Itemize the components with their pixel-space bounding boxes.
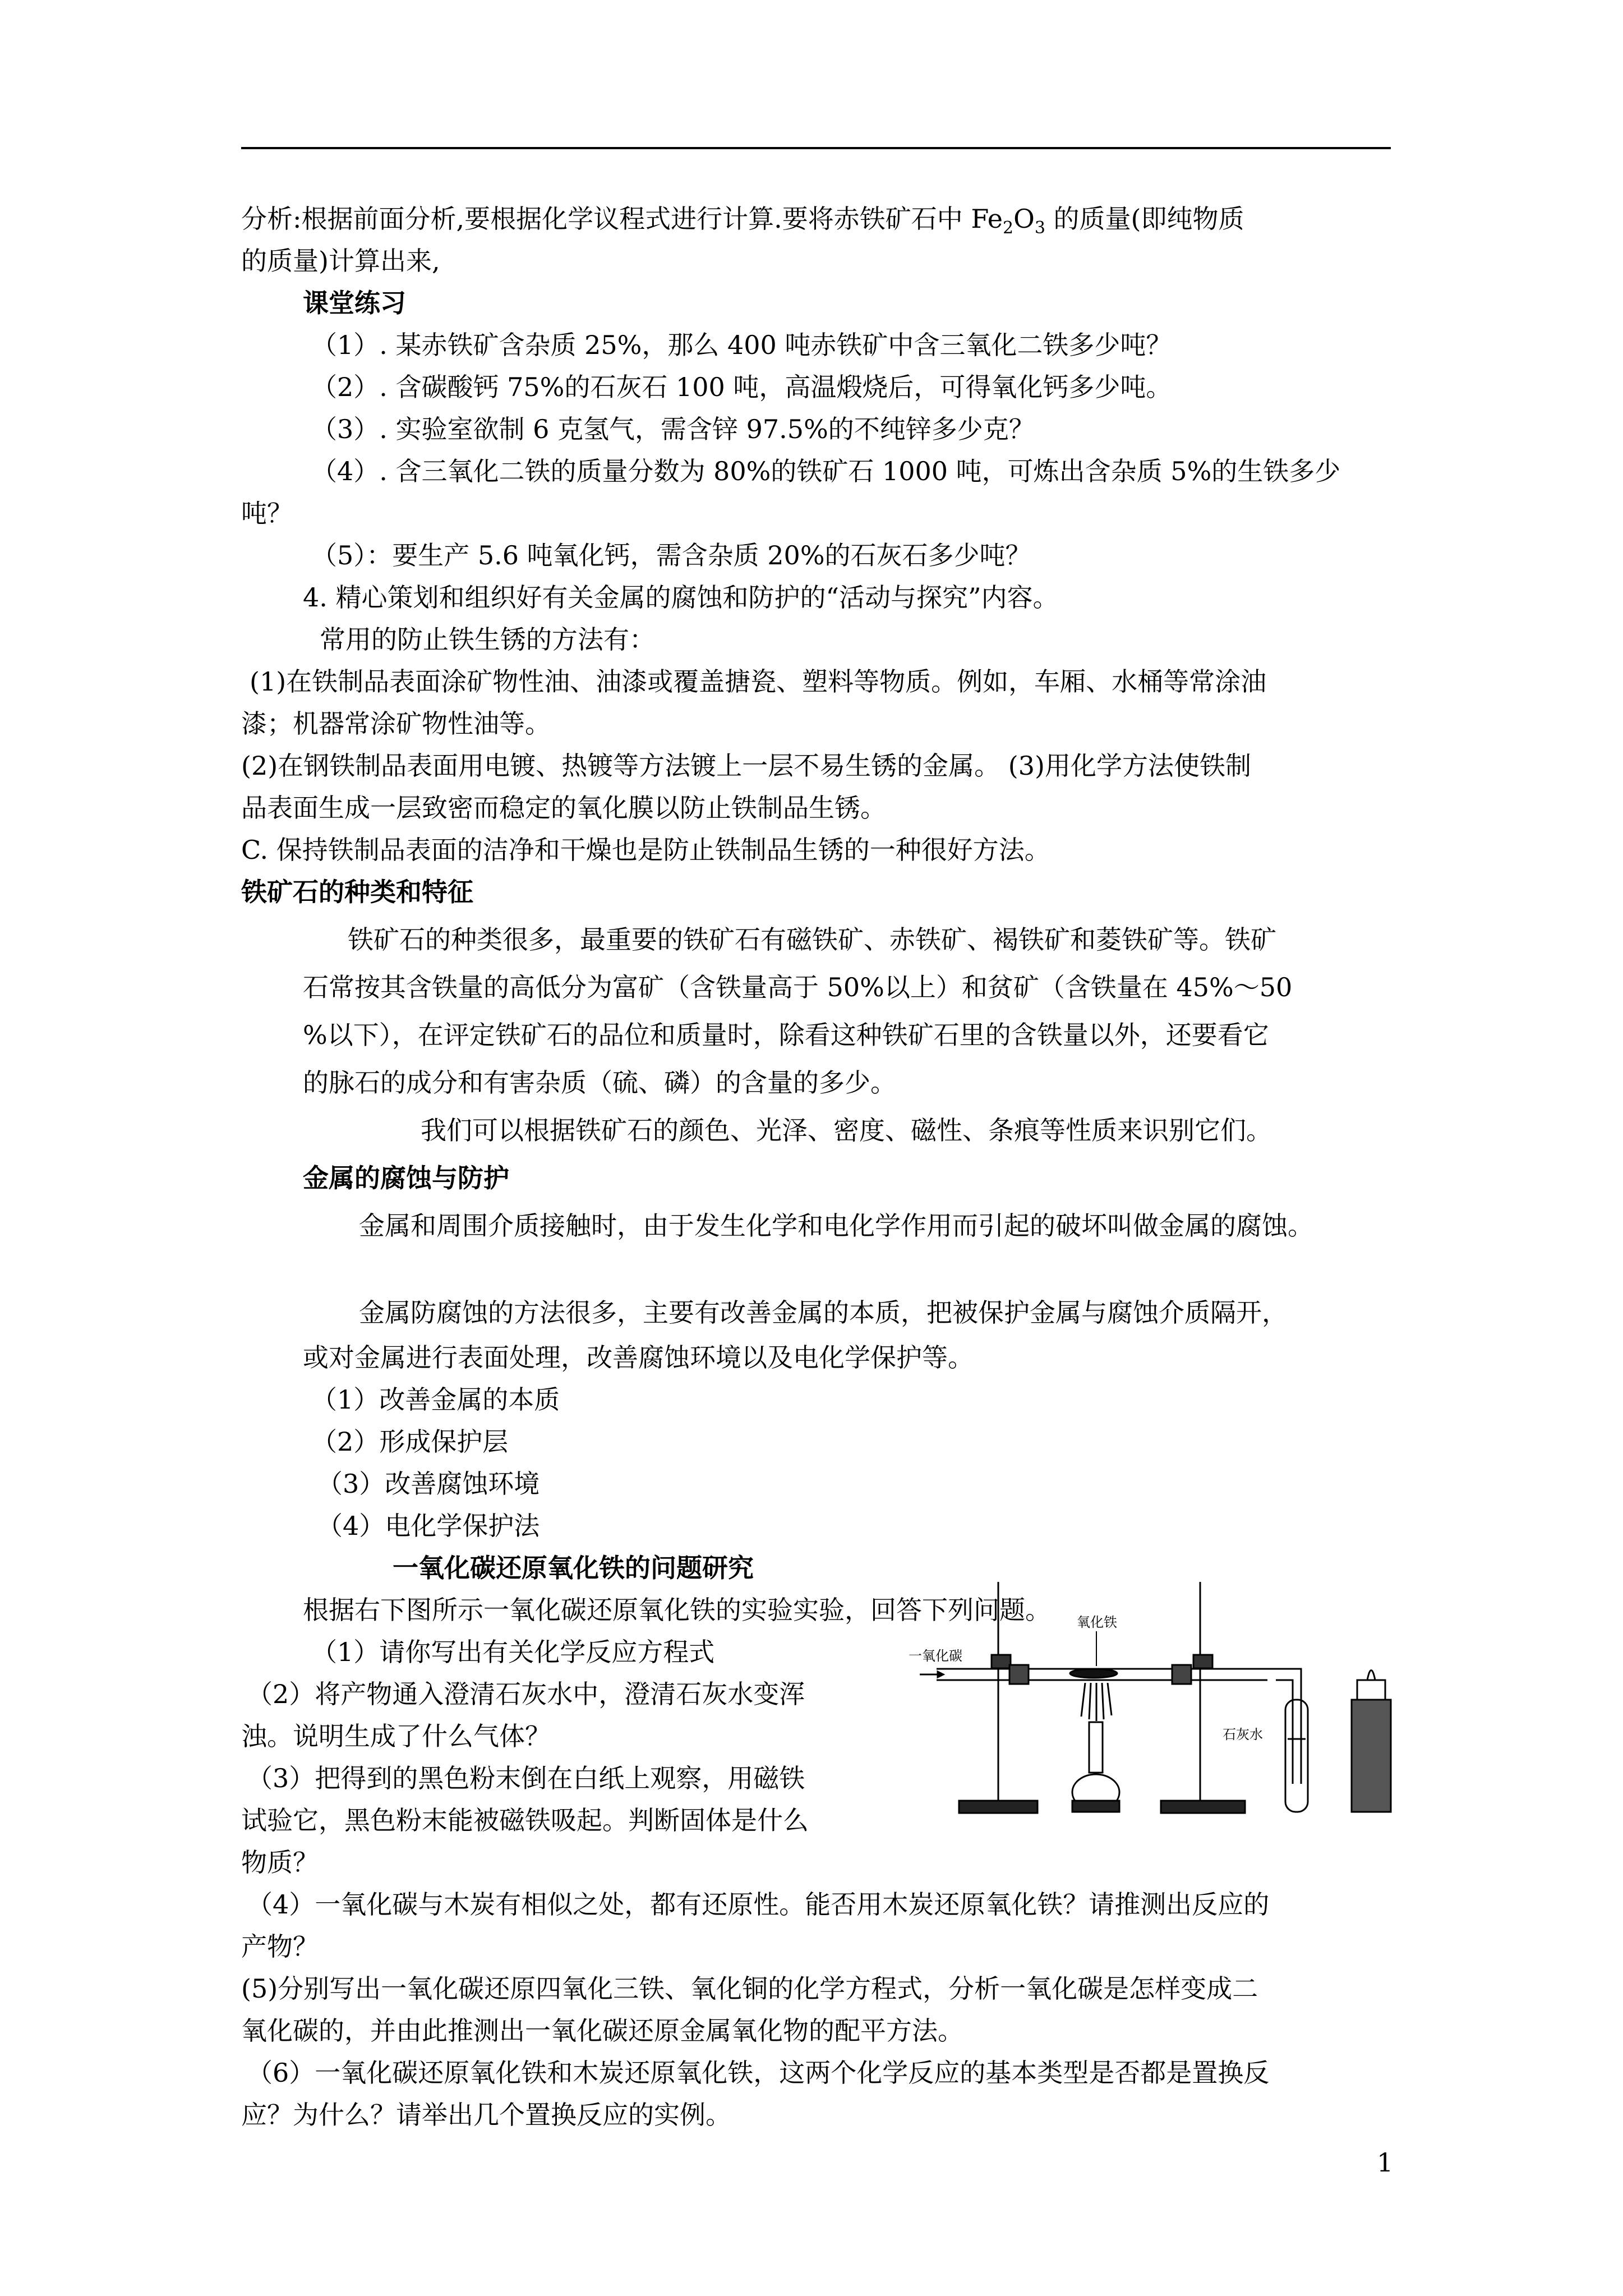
co-q2-line-2: 浊。说明生成了什么气体？ bbox=[241, 1721, 551, 1751]
lamp-top bbox=[1357, 1680, 1385, 1700]
ore-identify: 我们可以根据铁矿石的颜色、光泽、密度、磁性、条痕等性质来识别它们。 bbox=[421, 1115, 1272, 1145]
alcohol-lamp bbox=[1352, 1700, 1391, 1812]
label-fe2o3: 氧化铁 bbox=[1077, 1614, 1117, 1630]
method-line-5: C. 保持铁制品表面的洁净和干燥也是防止铁制品生锈的一种很好方法。 bbox=[241, 835, 1050, 865]
practice-item-1: （1）. 某赤铁矿含杂质 25%，那么 400 吨赤铁矿中含三氧化二铁多少吨？ bbox=[311, 330, 1172, 360]
metal-methods-line-2: 或对金属进行表面处理，改善腐蚀环境以及电化学保护等。 bbox=[303, 1342, 974, 1373]
test-tube bbox=[1285, 1700, 1308, 1812]
ore-line-4: 的脉石的成分和有害杂质（硫、磷）的含量的多少。 bbox=[303, 1068, 896, 1098]
methods-title: 常用的防止铁生锈的方法有： bbox=[320, 624, 655, 655]
left-clamp bbox=[992, 1655, 1011, 1668]
tube-stopper-left bbox=[1009, 1665, 1029, 1684]
metal-definition: 金属和周围介质接触时，由于发生化学和电化学作用而引起的破坏叫做金属的腐蚀。 bbox=[359, 1211, 1313, 1241]
co-q5-line-1: (5)分别写出一氧化碳还原四氧化三铁、氧化铜的化学方程式，分析一氧化碳是怎样变成二 bbox=[241, 1973, 1258, 2004]
co-q6-line-1: （6）一氧化碳还原氧化铁和木炭还原氧化铁，这两个化学反应的基本类型是否都是置换反 bbox=[247, 2058, 1270, 2088]
co-q4-line-2: 产物？ bbox=[241, 1931, 319, 1962]
practice-item-5: （5）：要生产 5.6 吨氧化钙，需含杂质 20%的石灰石多少吨？ bbox=[311, 540, 1031, 570]
method-line-1: (1)在铁制品表面涂矿物性油、油漆或覆盖搪瓷、塑料等物质。例如，车厢、水桶等常涂油 bbox=[250, 666, 1267, 697]
lamp-flame bbox=[1367, 1671, 1375, 1681]
metal-methods-line-1: 金属防腐蚀的方法很多，主要有改善金属的本质，把被保护金属与腐蚀介质隔开， bbox=[359, 1297, 1288, 1328]
analysis-line-2: 的质量)计算出来, bbox=[241, 246, 440, 276]
co-title: 一氧化碳还原氧化铁的问题研究 bbox=[393, 1553, 754, 1583]
activity-item-4: 4. 精心策划和组织好有关金属的腐蚀和防护的“活动与探究”内容。 bbox=[303, 582, 1059, 613]
co-q2-line-1: （2）将产物通入澄清石灰水中，澄清石灰水变浑 bbox=[247, 1679, 805, 1709]
co-q1: （1）请你写出有关化学反应方程式 bbox=[311, 1637, 715, 1667]
co-q5-line-2: 氧化碳的，并由此推测出一氧化碳还原金属氧化物的配平方法。 bbox=[241, 2016, 963, 2046]
burner-base bbox=[1072, 1801, 1119, 1812]
ore-line-3: %以下），在评定铁矿石的品位和质量时，除看这种铁矿石里的含铁量以外，还要看它 bbox=[303, 1020, 1269, 1050]
label-limewater: 石灰水 bbox=[1223, 1727, 1263, 1742]
analysis-line-1: 分析:根据前面分析,要根据化学议程式进行计算.要将赤铁矿石中 $Fe_2O_3$ 的质量(即纯物质 bbox=[241, 204, 1244, 238]
apparatus-diagram bbox=[909, 1571, 1402, 1823]
practice-item-4-cont: 吨？ bbox=[241, 498, 293, 528]
ore-title: 铁矿石的种类和特征 bbox=[241, 877, 473, 907]
header-rule bbox=[241, 147, 1391, 149]
co-q3-line-2: 试验它，黑色粉末能被磁铁吸起。判断固体是什么 bbox=[241, 1805, 809, 1835]
metal-item-2: （2）形成保护层 bbox=[311, 1427, 509, 1457]
metal-item-1: （1）改善金属的本质 bbox=[311, 1384, 560, 1415]
co-q3-line-1: （3）把得到的黑色粉末倒在白纸上观察，用磁铁 bbox=[247, 1763, 805, 1793]
co-q6-line-2: 应？为什么？请举出几个置换反应的实例。 bbox=[241, 2100, 731, 2130]
middle-stand-base bbox=[1161, 1801, 1245, 1813]
co-q3-line-3: 物质？ bbox=[241, 1847, 319, 1878]
middle-clamp bbox=[1193, 1655, 1212, 1668]
practice-item-3: （3）. 实验室欲制 6 克氢气，需含锌 97.5%的不纯锌多少克？ bbox=[311, 414, 1035, 444]
practice-item-4: （4）. 含三氧化二铁的质量分数为 80%的铁矿石 1000 吨，可炼出含杂质 5%的生铁多少 bbox=[311, 456, 1341, 486]
method-line-2: 漆；机器常涂矿物性油等。 bbox=[241, 708, 551, 739]
method-line-4: 品表面生成一层致密而稳定的氧化膜以防止铁制品生锈。 bbox=[241, 793, 886, 823]
co-q4-line-1: （4）一氧化碳与木炭有相似之处，都有还原性。能否用木炭还原氧化铁？请推测出反应的 bbox=[247, 1889, 1270, 1920]
metal-title: 金属的腐蚀与防护 bbox=[303, 1163, 509, 1193]
method-line-3: (2)在钢铁制品表面用电镀、热镀等方法镀上一层不易生锈的金属。 (3)用化学方法使铁制 bbox=[241, 751, 1251, 781]
co-intro: 根据右下图所示一氧化碳还原氧化铁的实验实验，回答下列问题。 bbox=[303, 1595, 1051, 1625]
metal-item-3: （3）改善腐蚀环境 bbox=[317, 1469, 540, 1499]
ore-line-2: 石常按其含铁量的高低分为富矿（含铁量高于 50%以上）和贫矿（含铁量在 45%～50 bbox=[303, 972, 1293, 1002]
practice-title: 课堂练习 bbox=[303, 288, 406, 318]
label-co: 一氧化碳 bbox=[909, 1648, 962, 1664]
left-stand-base bbox=[959, 1801, 1038, 1813]
tube-stopper-right bbox=[1172, 1665, 1191, 1684]
delivery-tube bbox=[1267, 1669, 1301, 1784]
ore-line-1: 铁矿石的种类很多，最重要的铁矿石有磁铁矿、赤铁矿、褐铁矿和菱铁矿等。铁矿 bbox=[348, 924, 1276, 955]
iron-oxide-powder bbox=[1070, 1669, 1117, 1678]
burner-tube bbox=[1089, 1722, 1103, 1773]
metal-item-4: （4）电化学保护法 bbox=[317, 1511, 540, 1541]
practice-item-2: （2）. 含碳酸钙 75%的石灰石 100 吨，高温煅烧后，可得氧化钙多少吨。 bbox=[311, 372, 1172, 402]
page-number: 1 bbox=[1377, 2147, 1394, 2178]
co-reduction-apparatus-figure bbox=[909, 1571, 1402, 1823]
